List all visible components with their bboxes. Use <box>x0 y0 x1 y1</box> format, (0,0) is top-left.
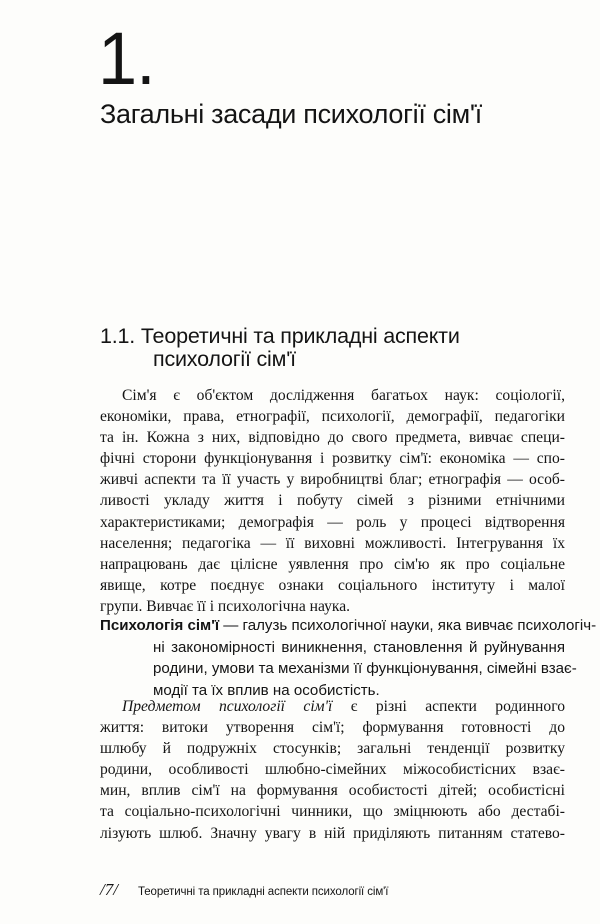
text-line: мин, вплив сім'ї на формування особистості дітей; особистісні <box>100 782 565 800</box>
chapter-number: 1. <box>98 17 155 100</box>
definition-line: ні закономірності виникнення, становлення й руйнування <box>153 638 565 656</box>
text-line <box>100 696 565 717</box>
italic-lead: Предметом психології сім'ї <box>122 698 333 715</box>
section-title-continuation: психології сім'ї <box>153 347 296 371</box>
text-line: фічні сторони функціонування і розвитку сім'ї: економіка — спо- <box>100 450 565 468</box>
text-line: лізують шлюб. Значну увагу в ній приділяють питанням статево- <box>100 824 565 842</box>
text-line: шлюбу й подружніх стосунків; загальні тенденції розвитку <box>100 740 565 758</box>
text-line: живчі аспекти та її участь у виробництві благ; етнографія — особ- <box>100 471 565 489</box>
text-line: родини, особливості шлюбно-сімейних міжособистісних взає- <box>100 761 565 779</box>
definition-term: Психологія сім'ї <box>100 617 220 634</box>
page-number: /7/ <box>100 880 118 899</box>
page-footer <box>100 880 388 900</box>
text-line: та ін. Кожна з них, відповідно до свого предмета, вивчає специ- <box>100 429 565 447</box>
text-line: характеристиками; демографія — роль у процесі відтворення <box>100 513 565 531</box>
text-line: ливості укладу життя і побуту сімей з різними етнічними <box>100 492 565 510</box>
paragraph-subject <box>100 696 565 844</box>
paragraph-intro <box>100 385 565 617</box>
text-line: явище, котре поєднує ознаки соціального інституту і малої <box>100 576 565 594</box>
text-line: напрацювань дає цілісне уявлення про сім'ю як про соціальне <box>100 555 565 573</box>
chapter-title: Загальні засади психології сім'ї <box>100 99 482 129</box>
text-line: економіки, права, етнографії, психології, демографії, педагогіки <box>100 408 565 426</box>
definition-block <box>100 615 597 701</box>
definition-line: модії та їх вплив на особистість. <box>153 681 380 699</box>
text-line: Сім'я є об'єктом дослідження багатьох наук: соціології, <box>122 387 565 404</box>
definition-first-line <box>100 615 597 637</box>
text-line: та соціально-психологічні чинники, що зміцнюють або дестабі- <box>100 803 565 821</box>
definition-text: — галузь психологічної науки, яка вивчає психологіч- <box>219 617 597 634</box>
text-segment: є різні аспекти родинного <box>332 698 565 715</box>
text-line: населення; педагогіка — її виховні можливості. Інтегрування їх <box>100 534 565 552</box>
running-title: Теоретичні та прикладні аспекти психології сім'ї <box>137 886 389 898</box>
definition-line: родини, умови та механізми її функціонування, сімейні взає- <box>153 660 577 678</box>
text-line: групи. Вивчає її і психологічна наука. <box>100 597 351 615</box>
text-line: життя: витоки утворення сім'ї; формування готовності до <box>100 719 565 737</box>
section-title: 1.1. Теоретичні та прикладні аспекти <box>100 324 460 348</box>
